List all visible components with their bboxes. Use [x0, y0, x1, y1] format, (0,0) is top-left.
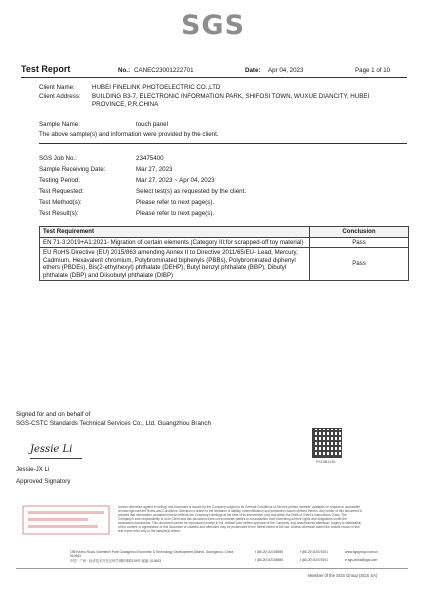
footer-email[interactable]: e sgs.china@sgs.com — [345, 558, 378, 562]
header-divider — [21, 77, 407, 78]
report-title: Test Report — [21, 64, 71, 74]
requirement-cell: EN 71-3:2019+A1:2021- Migration of certain elements (Category III:for scrapped-off toy material) — [40, 237, 310, 248]
requirement-cell: EU RoHS Directive (EU) 2015/863 amending Annex II to Directive 2011/65/EU- Lead, Mercury, Cadmium, Hexavalent chromium, Polybrominated biphenyls (PBBs), Polybrominated diphenyl ethers (PBDEs), Bis(2-ethylhexyl) phthalate (DEHP), Butyl benzyl phthalate (BBP), Dibutyl phthalate (DBP) and Diisobutyl phthalate (DIBP) — [40, 248, 310, 281]
requirement-column-header: Test Requirement — [40, 227, 310, 238]
job-number: 23475400 — [136, 155, 164, 162]
test-requested-label: Test Requested: — [39, 188, 84, 195]
client-address: BUILDING B3-7, ELECTRONIC INFORMATION PARK, SHIFOSI TOWN, WUXUE DIANCITY, HUBEI PROVINCE, P.R.CHINA — [92, 93, 370, 109]
report-date: Apr 04, 2023 — [268, 67, 304, 74]
handwritten-signature: Jessie Li — [30, 444, 73, 455]
verification-qr-code[interactable] — [312, 428, 342, 458]
footer-website[interactable]: www.sgsgroup.com.cn — [345, 550, 378, 554]
footer-fax-2: f (86-20) 82075191 — [300, 558, 329, 562]
receiving-date: Mar 27, 2023 — [136, 166, 173, 173]
page-number: Page 1 of 10 — [355, 67, 391, 74]
testing-period-label: Testing Period: — [39, 177, 80, 184]
report-number-label: No.: — [118, 67, 131, 74]
section-divider — [39, 143, 407, 144]
table-header-row — [40, 227, 409, 238]
signer-name: Jessie-JX Li — [16, 466, 50, 473]
signature-line — [30, 458, 82, 459]
job-number-label: SGS Job No.: — [39, 155, 77, 162]
report-date-label: Date: — [245, 67, 261, 74]
sample-name: touch panel — [136, 121, 168, 128]
report-number: CANEC23001222701 — [134, 67, 194, 74]
qr-caption: FS15B14SL — [315, 460, 337, 464]
test-method: Please refer to next page(s). — [136, 199, 215, 206]
test-requested: Select test(s) as requested by the client. — [136, 188, 247, 195]
signed-for-label: Signed for and on behalf of — [16, 411, 91, 418]
signer-role: Approved Signatory — [16, 478, 71, 485]
test-requirement-table — [39, 226, 409, 281]
company-stamp-icon — [22, 505, 110, 535]
test-result-label: Test Result(s): — [39, 210, 79, 217]
footer-address-en: 198 Kezhu Road, Scientech Park Guangzhou Economic & Technology Development District, Guangzhou, China 510663 — [70, 550, 234, 558]
terms-fine-print: Unless otherwise agreed in writing, this document is issued by the Company subject to its General Conditions of Service printed overleaf, available on request or accessible at www.sgs.com/en/Terms-and-Conditions. Attention is drawn to the limitation of liability, indemnification and jurisdiction issues defined therein. Any holder of this document is advised that information contained hereon reflects the Company's findings at the time of its intervention only and within the limits of Client's instructions, if any. The Company's sole responsibility is to its Client and this document does not exonerate parties to a transaction from exercising all their rights and obligations under the transaction documents. This document cannot be reproduced except in full, without prior written approval of the Company. Any unauthorized alteration, forgery or falsification of the content or appearance of this document is unlawful and offenders may be prosecuted to the fullest extent of the law. Unless otherwise stated the results shown in this test report refer only to the sample(s) tested. — [118, 505, 362, 533]
signing-company: SGS-CSTC Standards Technical Services Co., Ltd. Guangzhou Branch — [16, 420, 211, 427]
table-row — [40, 248, 409, 281]
test-method-label: Test Method(s): — [39, 199, 82, 206]
footer-address-cn: 中国 · 广州 · 经济技术开发区科学城科珠路198号 邮编: 510663 — [70, 559, 162, 563]
footer-fax: f (86-20) 82075191 — [300, 550, 329, 554]
client-name-label: Client Name: — [39, 84, 75, 91]
sample-name-label: Sample Name: — [39, 121, 80, 128]
receiving-date-label: Sample Receiving Date: — [39, 166, 106, 173]
conclusion-column-header: Conclusion — [310, 227, 409, 238]
client-address-label: Client Address: — [39, 93, 81, 100]
client-name: HUBEI FINELINK PHOTOELECTRIC CO.,LTD — [92, 84, 221, 91]
footer-tel: t (86-20) 82155555 — [255, 550, 284, 554]
test-result: Please refer to next page(s). — [136, 210, 215, 217]
testing-period: Mar 27, 2023 ~ Apr 04, 2023 — [136, 177, 215, 184]
footer-divider — [16, 568, 408, 569]
table-row — [40, 237, 409, 248]
sample-note: The above sample(s) and information were provided by the client. — [39, 131, 219, 138]
sgs-logo: SGS — [180, 10, 246, 41]
sgs-group-member: Member of the SGS Group (SGS SA) — [308, 573, 378, 578]
footer-tel-2: t (86-20) 82155555 — [255, 558, 284, 562]
conclusion-cell: Pass — [310, 248, 409, 281]
conclusion-cell: Pass — [310, 237, 409, 248]
